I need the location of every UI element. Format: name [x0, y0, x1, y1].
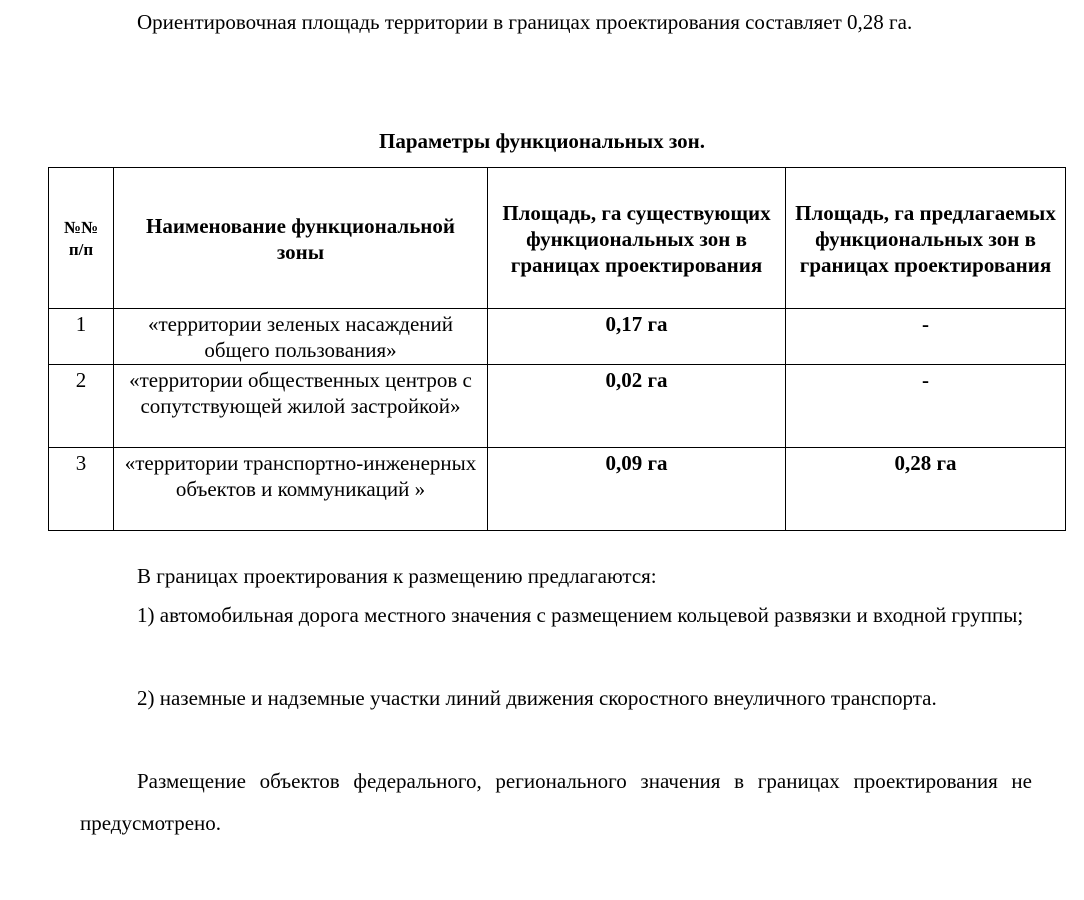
header-num: №№ п/п [49, 168, 114, 309]
intro-paragraph: Ориентировочная площадь территории в границах проектирования составляет 0,28 га. [137, 10, 913, 34]
closing-paragraph: Размещение объектов федерального, регионального значения в границах проектирования не предусмотрено. [80, 769, 1032, 835]
proposals-intro: В границах проектирования к размещению предлагаются: [137, 564, 657, 588]
header-name: Наименование функциональной зоны [114, 168, 488, 309]
row-proposed-area: - [786, 365, 1066, 448]
proposal-item: 2) наземные и надземные участки линий движения скоростного внеуличного транспорта. [137, 686, 937, 710]
table-header-row [49, 168, 1066, 309]
row-proposed-area: - [786, 309, 1066, 365]
row-zone-name: «территории транспортно-инженерных объектов и коммуникаций » [114, 448, 488, 531]
row-num: 3 [49, 448, 114, 531]
row-zone-name: «территории зеленых насаждений общего пользования» [114, 309, 488, 365]
proposal-item: 1) автомобильная дорога местного значения с размещением кольцевой развязки и входной группы; [137, 603, 1024, 627]
row-existing-area: 0,02 га [488, 365, 786, 448]
row-zone-name: «территории общественных центров с сопутствующей жилой застройкой» [114, 365, 488, 448]
row-proposed-area: 0,28 га [786, 448, 1066, 531]
table-row [49, 365, 1066, 448]
table-row [49, 448, 1066, 531]
row-num: 2 [49, 365, 114, 448]
header-existing-area: Площадь, га существующих функциональных зон в границах проектирования [488, 168, 786, 309]
header-proposed-area: Площадь, га предлагаемых функциональных зон в границах проектирования [786, 168, 1066, 309]
table-title: Параметры функциональных зон. [378, 129, 706, 153]
row-existing-area: 0,09 га [488, 448, 786, 531]
row-num: 1 [49, 309, 114, 365]
row-existing-area: 0,17 га [488, 309, 786, 365]
table-row [49, 309, 1066, 365]
zones-table [48, 167, 1066, 531]
